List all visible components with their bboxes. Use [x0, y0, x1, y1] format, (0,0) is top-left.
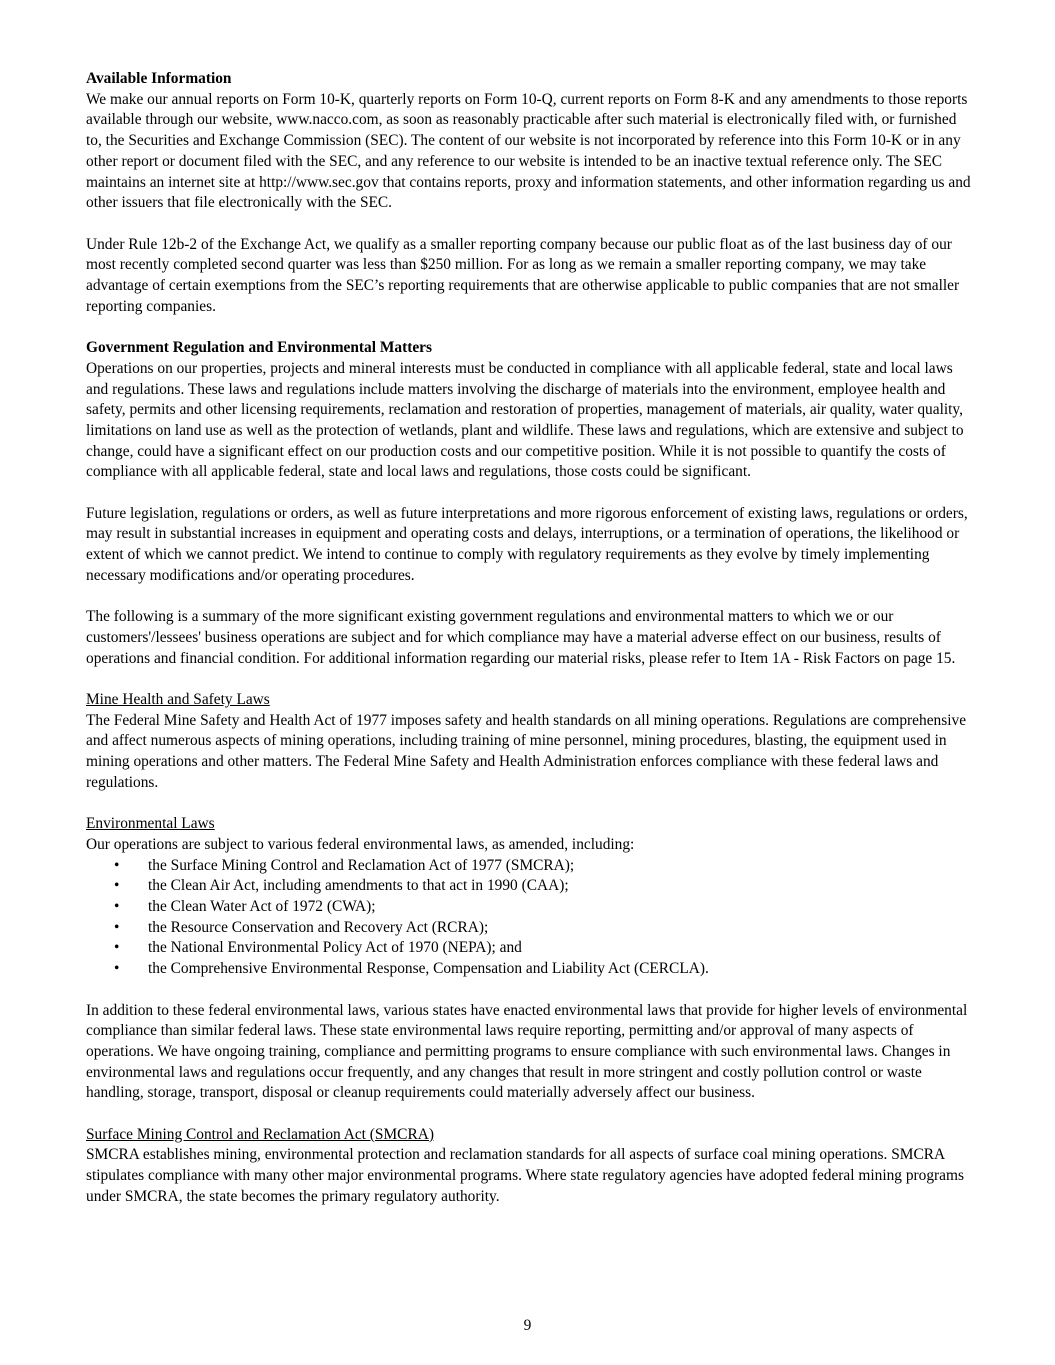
list-item — [86, 897, 976, 918]
list-item — [86, 876, 976, 897]
list-item-text: the Surface Mining Control and Reclamation Act of 1977 (SMCRA); — [148, 856, 575, 874]
spacer — [86, 669, 976, 690]
spacer — [86, 980, 976, 1001]
list-item — [86, 959, 976, 980]
available-information-paragraph-1: We make our annual reports on Form 10-K, quarterly reports on Form 10-Q, current reports on Form 8-K and any amendments to those reports available through our website, www.nacco.com, as soon as reasonably practicable after such material is electronically filed with, or furnished to, the Securities and Exchange Commission (SEC). The content of our website is not incorporated by reference into this Form 10-K or in any other report or document filed with the SEC, and any reference to our website is intended to be an inactive textual reference only. The SEC maintains an internet site at http://www.sec.gov that contains reports, proxy and information statements, and other information regarding us and other issuers that file electronically with the SEC. — [86, 90, 971, 212]
list-item-text: the Clean Air Act, including amendments to that act in 1990 (CAA); — [148, 877, 569, 895]
mine-health-heading: Mine Health and Safety Laws — [86, 691, 270, 709]
bullet-icon: • — [114, 918, 120, 936]
list-item-text: the Clean Water Act of 1972 (CWA); — [148, 898, 376, 916]
spacer — [86, 214, 976, 235]
bullet-icon: • — [114, 939, 120, 957]
spacer — [86, 1104, 976, 1125]
bullet-icon: • — [114, 960, 120, 978]
document-page — [86, 69, 976, 1208]
page-number: 9 — [523, 1317, 532, 1334]
bullet-icon: • — [114, 898, 120, 916]
bullet-icon: • — [114, 856, 120, 874]
list-item — [86, 918, 976, 939]
smcra-heading: Surface Mining Control and Reclamation Act (SMCRA) — [86, 1125, 434, 1143]
government-regulation-paragraph-2: Future legislation, regulations or orders, as well as future interpretations and more rigorous enforcement of existing laws, regulations or orders, may result in substantial increases in equipment and operating costs and delays, interruptions, or a termination of operations, the likelihood or extent of which we cannot predict. We intend to continue to comply with regulatory requirements as they evolve by timely implementing necessary modifications and/or operating procedures. — [86, 504, 968, 584]
spacer — [86, 483, 976, 504]
list-item-text: the National Environmental Policy Act of 1970 (NEPA); and — [148, 939, 522, 957]
available-information-heading: Available Information — [86, 70, 232, 87]
environmental-laws-list — [86, 856, 976, 980]
smcra-paragraph: SMCRA establishes mining, environmental protection and reclamation standards for all aspects of surface coal mining operations. SMCRA stipulates compliance with many other major environmental programs. Where state regulatory agencies have adopted federal mining programs under SMCRA, the state becomes the primary regulatory authority. — [86, 1146, 964, 1205]
bullet-icon: • — [114, 877, 120, 895]
list-item-text: the Resource Conservation and Recovery Act (RCRA); — [148, 918, 489, 936]
list-item-text: the Comprehensive Environmental Response, Compensation and Liability Act (CERCLA). — [148, 960, 709, 978]
spacer — [86, 794, 976, 815]
mine-health-paragraph: The Federal Mine Safety and Health Act of 1977 imposes safety and health standards on all mining operations. Regulations are comprehensive and affect numerous aspects of mining operations, including training of mine personnel, mining procedures, blasting, the equipment used in mining operations and other matters. The Federal Mine Safety and Health Administration enforces compliance with these federal laws and regulations. — [86, 711, 967, 791]
list-item — [86, 938, 976, 959]
environmental-laws-intro: Our operations are subject to various federal environmental laws, as amended, including: — [86, 835, 635, 853]
government-regulation-paragraph-3: The following is a summary of the more significant existing government regulations and environmental matters to which we or our customers'/lessees' business operations are subject and for which compliance may have a material adverse effect on our business, results of operations and financial condition. For additional information regarding our material risks, please refer to Item 1A - Risk Factors on page 15. — [86, 608, 956, 667]
list-item — [86, 856, 976, 877]
government-regulation-paragraph-1: Operations on our properties, projects and mineral interests must be conducted in compliance with all applicable federal, state and local laws and regulations. These laws and regulations include matters involving the discharge of materials into the environment, employee health and safety, permits and other licensing requirements, reclamation and restoration of properties, management of materials, air quality, water quality, limitations on land use as well as the protection of wetlands, plant and wildlife. These laws and regulations, which are extensive and subject to change, could have a significant effect on our production costs and our competitive position. While it is not possible to quantify the costs of compliance with all applicable federal, state and local laws and regulations, those costs could be significant. — [86, 359, 964, 481]
environmental-laws-paragraph: In addition to these federal environmental laws, various states have enacted environmental laws that provide for higher levels of environmental compliance than similar federal laws. These state environmental laws require reporting, permitting and/or approval of many aspects of operations. We have ongoing training, compliance and permitting programs to ensure compliance with such environmental laws. Changes in environmental laws and regulations occur frequently, and any changes that result in more stringent and costly pollution control or waste handling, storage, transport, disposal or cleanup requirements could materially adversely affect our business. — [86, 1001, 968, 1102]
spacer — [86, 587, 976, 608]
government-regulation-heading: Government Regulation and Environmental Matters — [86, 339, 432, 357]
environmental-laws-heading: Environmental Laws — [86, 815, 215, 833]
available-information-paragraph-2: Under Rule 12b-2 of the Exchange Act, we qualify as a smaller reporting company because our public float as of the last business day of our most recently completed second quarter was less than $250 million. For as long as we remain a smaller reporting company, we may take advantage of certain exemptions from the SEC’s reporting requirements that are otherwise applicable to public companies that are not smaller reporting companies. — [86, 235, 960, 315]
spacer — [86, 317, 976, 338]
